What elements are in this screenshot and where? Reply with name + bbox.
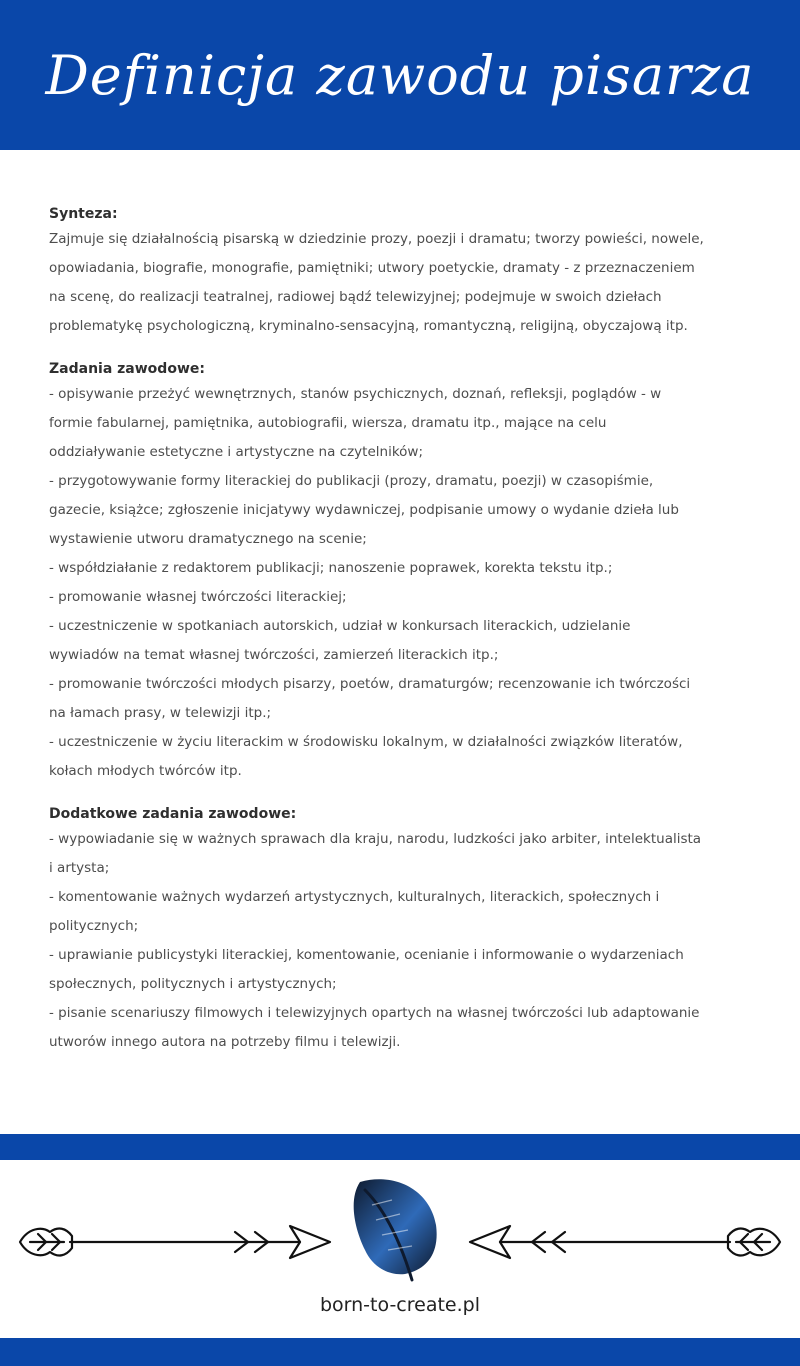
- text-line: problematykę psychologiczną, kryminalno-sensacyjną, romantyczną, religijną, obyczajową itp.: [49, 318, 688, 334]
- section-heading: Dodatkowe zadania zawodowe:: [49, 806, 297, 822]
- main-content: [49, 203, 739, 1074]
- text-line: - promowanie własnej twórczości literackiej;: [49, 589, 347, 605]
- text-line: politycznych;: [49, 918, 139, 934]
- text-line: wystawienie utworu dramatycznego na scenie;: [49, 531, 367, 547]
- text-line: i artysta;: [49, 860, 110, 876]
- text-line: gazecie, książce; zgłoszenie inicjatywy wydawniczej, podpisanie umowy o wydanie dzieła lub: [49, 502, 679, 518]
- footer-top-bar: [0, 1134, 800, 1160]
- text-line: - pisanie scenariuszy filmowych i telewizyjnych opartych na własnej twórczości lub adaptowanie: [49, 1005, 700, 1021]
- text-line: społecznych, politycznych i artystycznych;: [49, 976, 337, 992]
- text-line: opowiadania, biografie, monografie, pamiętniki; utwory poetyckie, dramaty - z przeznaczeniem: [49, 260, 695, 276]
- text-line: - komentowanie ważnych wydarzeń artystycznych, kulturalnych, literackich, społecznych i: [49, 889, 660, 905]
- section-heading: Zadania zawodowe:: [49, 361, 205, 377]
- text-line: utworów innego autora na potrzeby filmu i telewizji.: [49, 1034, 401, 1050]
- arrow-left-icon: [470, 1226, 780, 1258]
- text-line: - współdziałanie z redaktorem publikacji; nanoszenie poprawek, korekta tekstu itp.;: [49, 560, 613, 576]
- footer-decoration: [0, 1170, 800, 1290]
- section-heading: Synteza:: [49, 206, 118, 222]
- text-line: Zajmuje się działalnością pisarską w dziedzinie prozy, poezji i dramatu; tworzy powieści, nowele,: [49, 231, 704, 247]
- page-title: Definicja zawodu pisarza: [45, 43, 755, 107]
- feather-icon: [354, 1179, 437, 1280]
- text-line: - promowanie twórczości młodych pisarzy, poetów, dramaturgów; recenzowanie ich twórczości: [49, 676, 691, 692]
- section-zadania-zawodowe: [49, 358, 739, 786]
- text-line: - opisywanie przeżyć wewnętrznych, stanów psychicznych, doznań, refleksji, poglądów - w: [49, 386, 662, 402]
- text-line: - uprawianie publicystyki literackiej, komentowanie, ocenianie i informowanie o wydarzeniach: [49, 947, 684, 963]
- section-synteza: [49, 203, 739, 341]
- arrow-right-icon: [20, 1226, 330, 1258]
- text-line: na łamach prasy, w telewizji itp.;: [49, 705, 272, 721]
- footer-bottom-bar: [0, 1338, 800, 1366]
- text-line: - uczestniczenie w życiu literackim w środowisku lokalnym, w działalności związków literatów,: [49, 734, 683, 750]
- header-banner: [0, 0, 800, 150]
- section-dodatkowe-zadania: [49, 803, 739, 1057]
- text-line: - uczestniczenie w spotkaniach autorskich, udział w konkursach literackich, udzielanie: [49, 618, 631, 634]
- text-line: - wypowiadanie się w ważnych sprawach dla kraju, narodu, ludzkości jako arbiter, intelektualista: [49, 831, 702, 847]
- text-line: wywiadów na temat własnej twórczości, zamierzeń literackich itp.;: [49, 647, 499, 663]
- text-line: - przygotowywanie formy literackiej do publikacji (prozy, dramatu, poezji) w czasopiśmie,: [49, 473, 654, 489]
- text-line: kołach młodych twórców itp.: [49, 763, 242, 779]
- website-link[interactable]: born-to-create.pl: [319, 1294, 481, 1316]
- text-line: oddziaływanie estetyczne i artystyczne na czytelników;: [49, 444, 424, 460]
- text-line: formie fabularnej, pamiętnika, autobiografii, wiersza, dramatu itp., mające na celu: [49, 415, 607, 431]
- text-line: na scenę, do realizacji teatralnej, radiowej bądź telewizyjnej; podejmuje w swoich dziełach: [49, 289, 662, 305]
